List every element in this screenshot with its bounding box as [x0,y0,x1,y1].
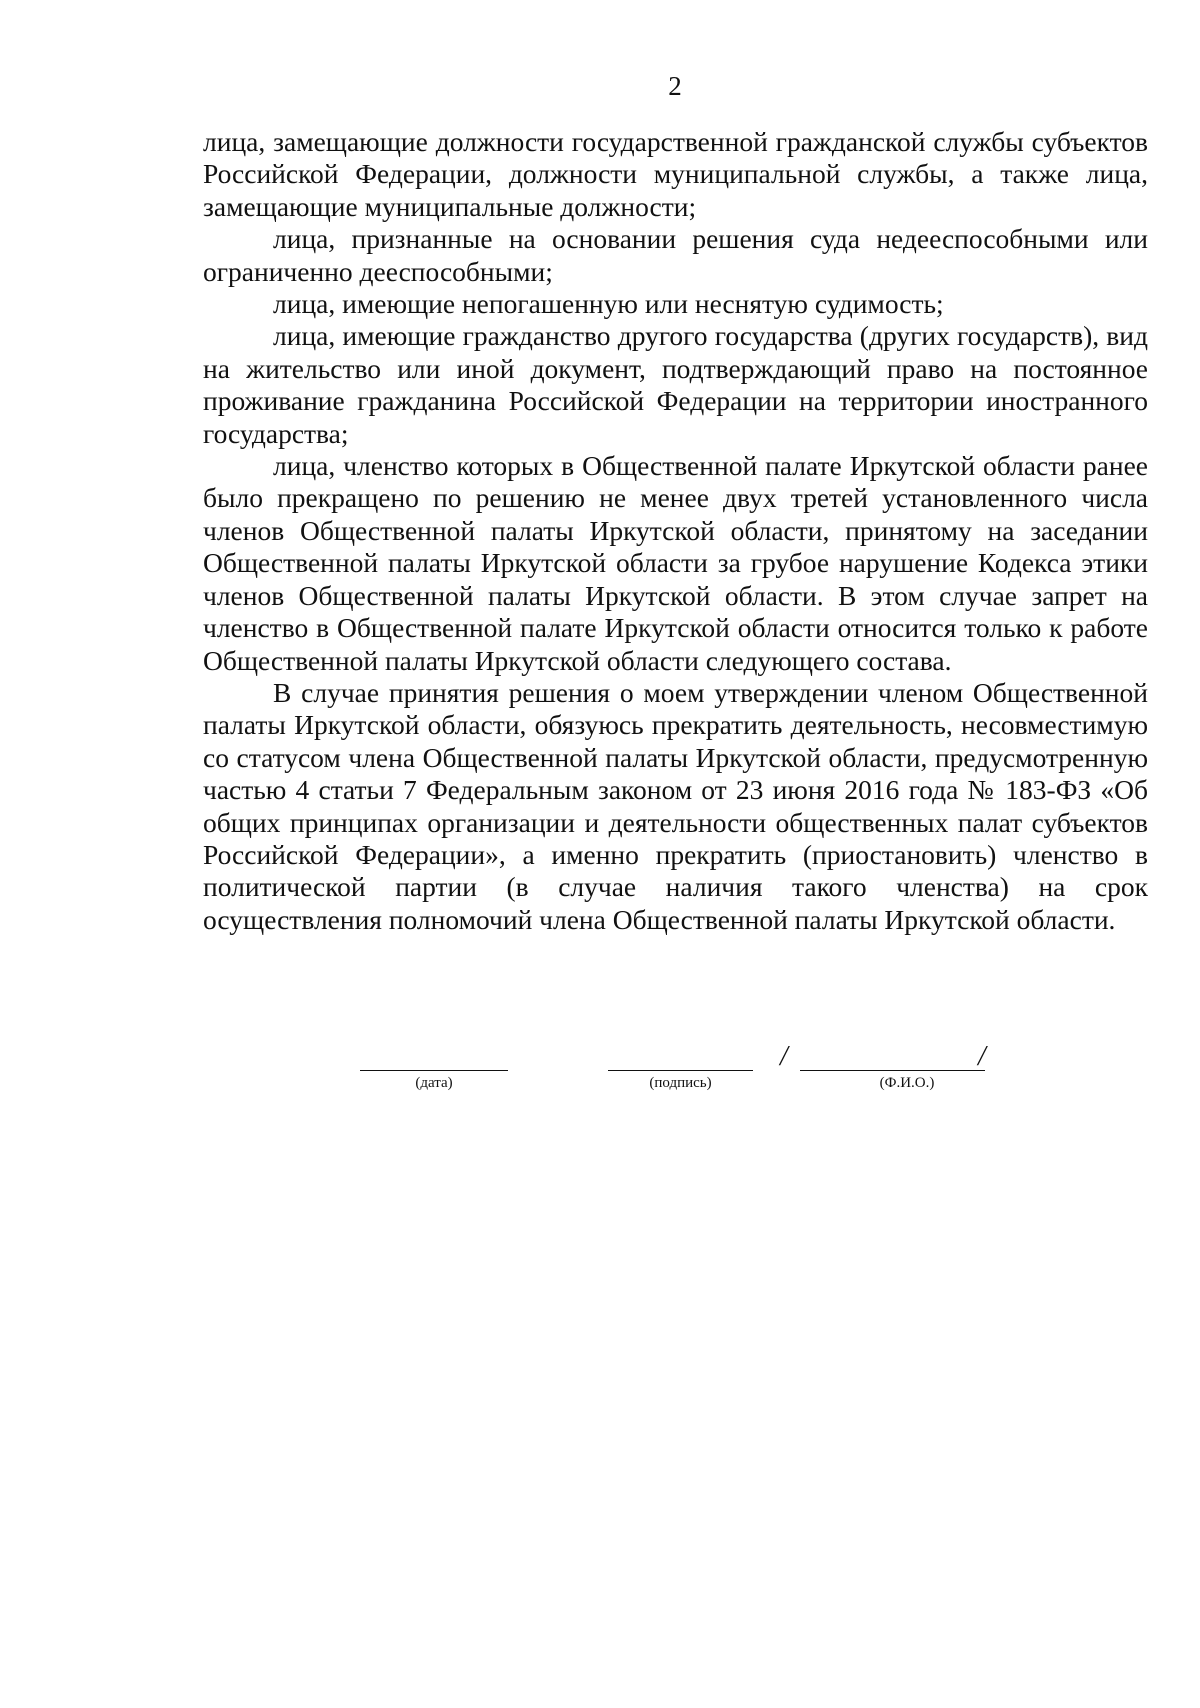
paragraph-civil-servants: лица, замещающие должности государственной гражданской службы субъектов Российской Федерации, должности муниципальной службы, а также лица, замещающие муниципальные должности; [203,126,1148,222]
paragraph-incapacitated: лица, признанные на основании решения суда недееспособными или ограниченно дееспособными; [203,223,1148,287]
name-slash-left: / [780,1041,788,1072]
name-caption: (Ф.И.О.) [879,1075,935,1091]
page-number: 2 [668,71,682,101]
name-field-line[interactable] [800,1070,985,1071]
paragraph-terminated-membership: лица, членство которых в Общественной палате Иркутской области ранее было прекращено по решению не менее двух третей установленного числа членов Общественной палаты Иркутской области, принятому на заседании Общественной палаты Иркутской области за грубое нарушение Кодекса этики членов Общественной палаты Иркутской области. В этом случае запрет на членство в Общественной палате Иркутской области относится только к работе Общественной палаты Иркутской области следующего состава. [203,450,1148,676]
document-body [203,126,1148,936]
paragraph-criminal-record: лица, имеющие непогашенную или неснятую судимость; [273,288,944,320]
paragraph-foreign-citizenship: лица, имеющие гражданство другого государства (других государств), вид на жительство или иной документ, подтверждающий право на постоянное проживание гражданина Российской Федерации на территории иностранного государства; [203,320,1148,449]
signature-caption: (подпись) [649,1075,712,1091]
signature-field-line[interactable] [608,1070,753,1071]
signature-block [0,1040,1200,1100]
name-slash-right: / [978,1041,986,1072]
date-caption: (дата) [415,1075,453,1091]
paragraph-obligation: В случае принятия решения о моем утверждении членом Общественной палаты Иркутской области, обязуюсь прекратить деятельность, несовместимую со статусом члена Общественной палаты Иркутской области, предусмотренную частью 4 статьи 7 Федеральным законом от 23 июня 2016 года № 183-ФЗ «Об общих принципах организации и деятельности общественных палат субъектов Российской Федерации», а именно прекратить (приостановить) членство в политической партии (в случае наличия такого членства) на срок осуществления полномочий члена Общественной палаты Иркутской области. [203,676,1148,935]
date-field-line[interactable] [360,1070,508,1071]
